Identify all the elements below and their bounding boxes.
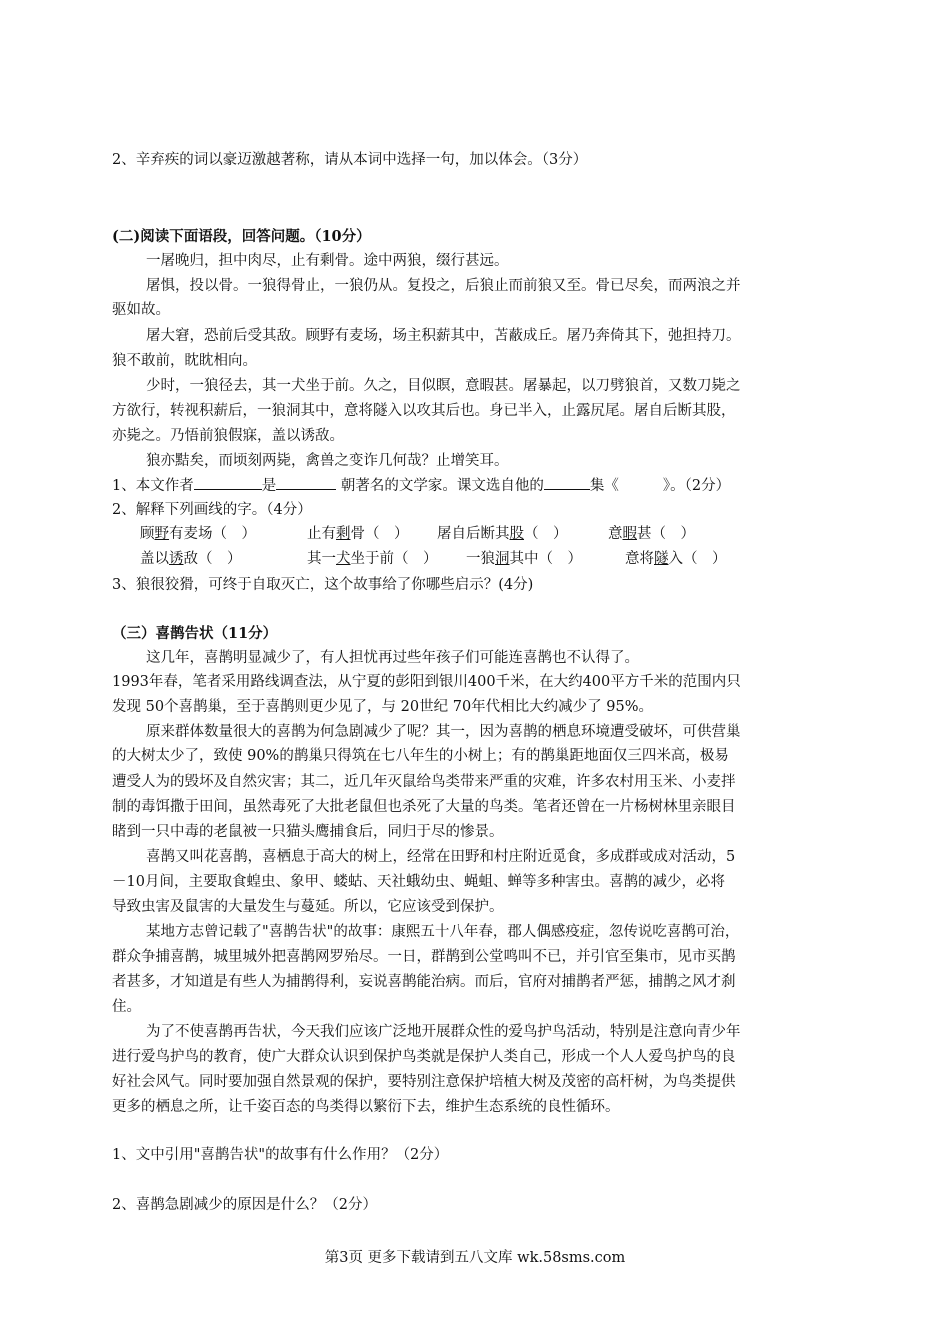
passage-line: 少时，一狼径去，其一犬坐于前。久之，目似瞑，意暇甚。屠暴起，以刀劈狼首，又数刀毙之 bbox=[146, 378, 741, 394]
vocab-item: 其一犬坐于前（ ） bbox=[307, 551, 438, 567]
passage-line: 屠大窘，恐前后受其敌。顾野有麦场，场主积薪其中，苫蔽成丘。屠乃奔倚其下，弛担持刀。 bbox=[146, 328, 741, 344]
question-text: 2、辛弃疾的词以豪迈激越著称，请从本词中选择一句，加以体会。（3分） bbox=[112, 152, 588, 168]
page-footer: 第3页 更多下载请到五八文库 wk.58sms.com bbox=[324, 1250, 626, 1266]
passage-line: 导致虫害及鼠害的大量发生与蔓延。所以，它应该受到保护。 bbox=[112, 899, 504, 915]
question-text: 3、狼很狡猾，可终于自取灭亡，这个故事给了你哪些启示？(4分) bbox=[112, 577, 534, 593]
vocab-item: 盖以诱敌（ ） bbox=[140, 551, 242, 567]
passage-line: 睹到一只中毒的老鼠被一只猫头鹰捕食后，同归于尽的惨景。 bbox=[112, 824, 504, 840]
section-heading: (二)阅读下面语段，回答问题。（10分） bbox=[112, 228, 371, 245]
passage-line: 方欲行，转视积薪后，一狼洞其中，意将隧入以攻其后也。身已半入，止露尻尾。屠自后断其股， bbox=[112, 403, 736, 419]
passage-line: 者甚多，才知道是有些人为捕鹊得利，妄说喜鹊能治病。而后，官府对捕鹊者严惩，捕鹊之风才刹 bbox=[112, 974, 736, 990]
passage-line: 喜鹊又叫花喜鹊，喜栖息于高大的树上，经常在田野和村庄附近觅食，多成群或成对活动，5 bbox=[146, 849, 736, 865]
passage-line: 驱如故。 bbox=[112, 302, 170, 318]
passage-line: 这几年，喜鹊明显减少了，有人担忧再过些年孩子们可能连喜鹊也不认得了。 bbox=[146, 650, 639, 666]
passage-line: 群众争捕喜鹊，城里城外把喜鹊网罗殆尽。一日，群鹊到公堂鸣叫不已，并引官至集市，见市买鹊 bbox=[112, 949, 736, 965]
answer-blank[interactable] bbox=[276, 475, 336, 490]
passage-line: 狼亦黠矣，而顷刻两毙，禽兽之变诈几何哉？止增笑耳。 bbox=[146, 453, 509, 469]
passage-line: 为了不使喜鹊再告状，今天我们应该广泛地开展群众性的爱鸟护鸟活动，特别是注意向青少年 bbox=[146, 1024, 741, 1040]
q-text: 朝著名的文学家。课文选自他的 bbox=[340, 478, 544, 494]
passage-line: 狼不敢前，眈眈相向。 bbox=[112, 353, 257, 369]
vocab-item: 屠自后断其股（ ） bbox=[437, 526, 568, 542]
passage-line: 制的毒饵撒于田间，虽然毒死了大批老鼠但也杀死了大量的鸟类。笔者还曾在一片杨树林里亲眼目 bbox=[112, 799, 736, 815]
question-text: 2、喜鹊急剧减少的原因是什么？（2分） bbox=[112, 1197, 377, 1213]
passage-line: 亦毙之。乃悟前狼假寐，盖以诱敌。 bbox=[112, 428, 344, 444]
passage-line: 进行爱鸟护鸟的教育，使广大群众认识到保护鸟类就是保护人类自己，形成一个人人爱鸟护鸟的良 bbox=[112, 1049, 736, 1065]
passage-line: 遭受人为的毁坏及自然灾害；其二，近几年灭鼠给鸟类带来严重的灾难，许多农村用玉米、小麦拌 bbox=[112, 774, 736, 790]
passage-line: 住。 bbox=[112, 999, 141, 1015]
vocab-item: 一狼洞其中（ ） bbox=[466, 551, 582, 567]
passage-line: 原来群体数量很大的喜鹊为何急剧减少了呢？其一，因为喜鹊的栖息环境遭受破坏，可供营巢 bbox=[146, 724, 741, 740]
answer-blank[interactable] bbox=[194, 475, 262, 490]
question-text: 2、解释下列画线的字。（4分） bbox=[112, 502, 312, 518]
passage-line: 好社会风气。同时要加强自然景观的保护，要特别注意保护培植大树及茂密的高杆树，为鸟类提供 bbox=[112, 1074, 736, 1090]
passage-line: 发现 50个喜鹊巢，至于喜鹊则更少见了，与 20世纪 70年代相比大约减少了 95%。 bbox=[112, 699, 654, 715]
q-text: 是 bbox=[261, 478, 277, 494]
passage-line: 的大树太少了，致使 90%的鹊巢只得筑在七八年生的小树上；有的鹊巢距地面仅三四米高，极易 bbox=[112, 748, 729, 764]
passage-line: 更多的栖息之所，让千姿百态的鸟类得以繁衍下去，维护生态系统的良性循环。 bbox=[112, 1099, 620, 1115]
question-text: 1、文中引用"喜鹊告状"的故事有什么作用？（2分） bbox=[112, 1147, 449, 1163]
vocab-item: 顾野有麦场（ ） bbox=[140, 526, 256, 542]
question-fill-blank bbox=[112, 475, 730, 496]
vocab-item: 意将隧入（ ） bbox=[625, 551, 727, 567]
vocab-item: 意暇甚（ ） bbox=[608, 526, 695, 542]
passage-line: 屠惧，投以骨。一狼得骨止，一狼仍从。复投之，后狼止而前狼又至。骨已尽矣，而两浪之并 bbox=[146, 278, 741, 294]
q-text: 1、本文作者 bbox=[112, 478, 194, 494]
answer-blank[interactable] bbox=[544, 475, 590, 490]
passage-line: 一屠晚归，担中肉尽，止有剩骨。途中两狼，缀行甚远。 bbox=[146, 253, 509, 269]
q-text: 集《 bbox=[589, 478, 619, 494]
vocab-item: 止有剩骨（ ） bbox=[307, 526, 409, 542]
passage-line: －10月间，主要取食蝗虫、象甲、蝼蛄、天社蛾幼虫、蝇蛆、蝉等多种害虫。喜鹊的减少，必将 bbox=[112, 874, 725, 890]
passage-line: 某地方志曾记载了"喜鹊告状"的故事：康熙五十八年春，郡人偶感疫症，忽传说吃喜鹊可治， bbox=[146, 924, 740, 940]
q-text: 》。（2分） bbox=[662, 478, 731, 494]
passage-line: 1993年春，笔者采用路线调查法，从宁夏的彭阳到银川400千米，在大约400平方千米的范围内只 bbox=[112, 674, 741, 690]
section-heading: （三）喜鹊告状（11分） bbox=[112, 625, 278, 642]
